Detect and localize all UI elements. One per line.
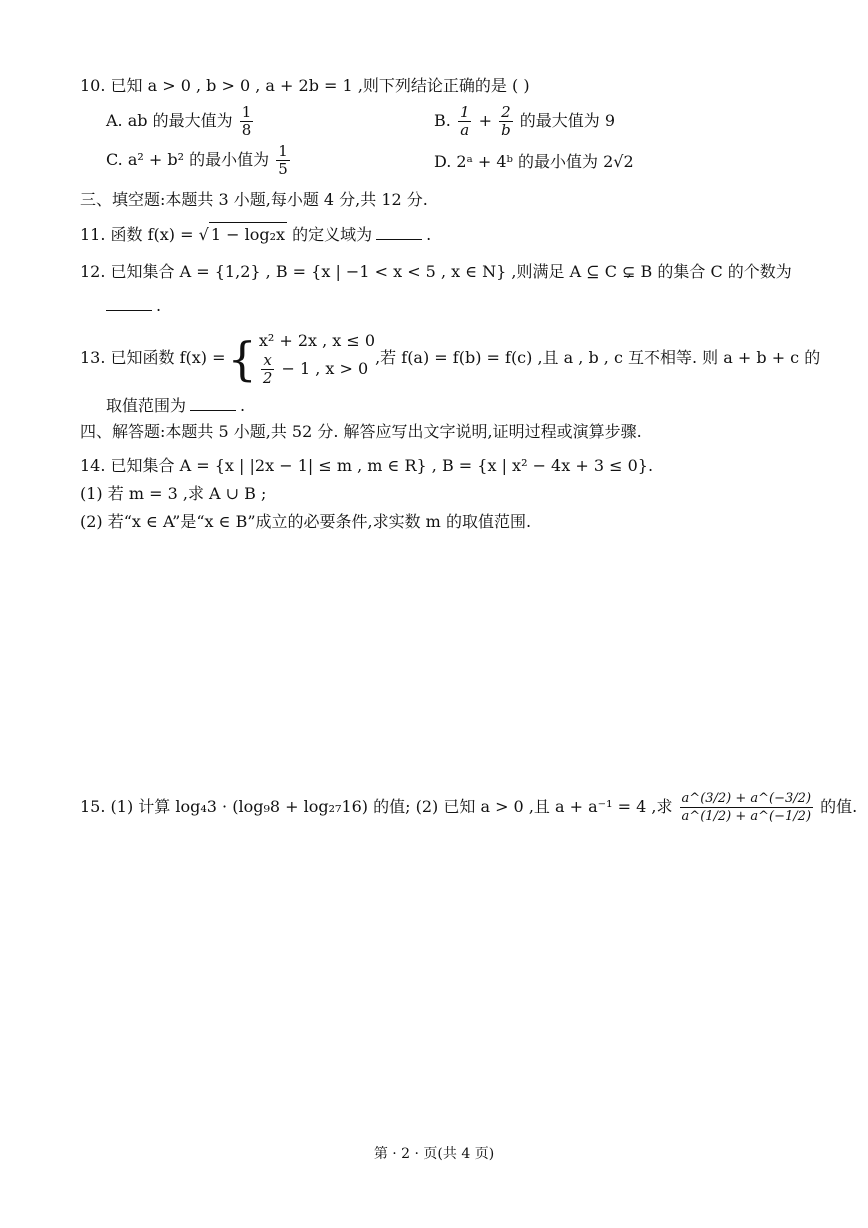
sqrt-radicand: 1 − log₂x	[209, 222, 287, 247]
section-3-heading: 三、填空题:本题共 3 小题,每小题 4 分,共 12 分.	[80, 190, 428, 209]
question-10-option-b: B. $\frac{1}{a}$ + $\frac{2}{b}$ 的最大值为 9	[434, 103, 616, 139]
question-12-answer-line: .	[106, 294, 161, 318]
question-15: 15. (1) 计算 log₄3 · (log₉8 + log₂₇16) 的值; (2) 已知 a > 0 ,且 a + a⁻¹ = 4 ,求 $\frac{a\^{}(3/2) + a\^{}(-3/2)}{a\^{}(1/2) + a\^{}(-1/2)}$ 的值.	[80, 791, 858, 824]
option-b-label: B.	[434, 111, 451, 130]
option-a-text: A. ab 的最大值为	[106, 111, 233, 130]
piecewise-brace: {	[227, 331, 257, 386]
question-10-option-d: D. 2ᵃ + 4ᵇ 的最小值为 2√2	[434, 152, 634, 171]
question-10-option-a	[106, 104, 255, 139]
question-13-line-2: 取值范围为 .	[106, 396, 246, 415]
question-13: 13. 已知函数 f(x) ={ x² + 2x , x ≤ 0 $\frac{x}{2}$ − 1 , x > 0 ,若 f(a) = f(b) = f(c) ,且 a , b , c 互不相等. 则 a + b + c 的	[80, 331, 821, 387]
answer-blank-12	[106, 296, 152, 311]
question-10-stem: 10. 已知 a > 0 , b > 0 , a + 2b = 1 ,则下列结论正确的是 ( )	[80, 76, 530, 95]
question-11: 11. 函数 f(x) = √ 1 − log₂x 的定义域为 .	[80, 222, 431, 247]
option-b-fraction-2: $\frac{2}{b}$	[501, 103, 511, 139]
question-10-option-c	[106, 143, 292, 178]
option-b-text: 的最大值为 9	[519, 111, 616, 130]
option-c-text: C. a² + b² 的最小值为	[106, 150, 270, 169]
answer-blank-13	[190, 396, 236, 411]
answer-blank-11	[376, 225, 422, 240]
option-c-fraction: $\frac{1}{5}$	[278, 142, 288, 178]
option-b-fraction-1: $\frac{1}{a}$	[459, 103, 470, 139]
question-14-part-1: (1) 若 m = 3 ,求 A ∪ B ;	[80, 484, 267, 503]
question-12: 12. 已知集合 A = {1,2} , B = {x | −1 < x < 5 , x ∈ N} ,则满足 A ⊆ C ⊊ B 的集合 C 的个数为	[80, 262, 792, 281]
option-a-fraction: $\frac{1}{8}$	[241, 103, 252, 139]
question-14-stem: 14. 已知集合 A = {x | |2x − 1| ≤ m , m ∈ R} , B = {x | x² − 4x + 3 ≤ 0}.	[80, 456, 654, 475]
page-footer: 第 · 2 · 页(共 4 页)	[373, 1146, 495, 1162]
question-14-part-2: (2) 若“x ∈ A”是“x ∈ B”成立的必要条件,求实数 m 的取值范围.	[80, 512, 532, 531]
question-15-fraction: $\frac{a\^{}(3/2) + a\^{}(-3/2)}{a\^{}(1/2) + a\^{}(-1/2)}$	[681, 791, 812, 824]
section-4-heading: 四、解答题:本题共 5 小题,共 52 分. 解答应写出文字说明,证明过程或演算步骤.	[80, 422, 642, 441]
piecewise-cases: x² + 2x , x ≤ 0 $\frac{x}{2}$ − 1 , x > 0	[258, 331, 376, 387]
